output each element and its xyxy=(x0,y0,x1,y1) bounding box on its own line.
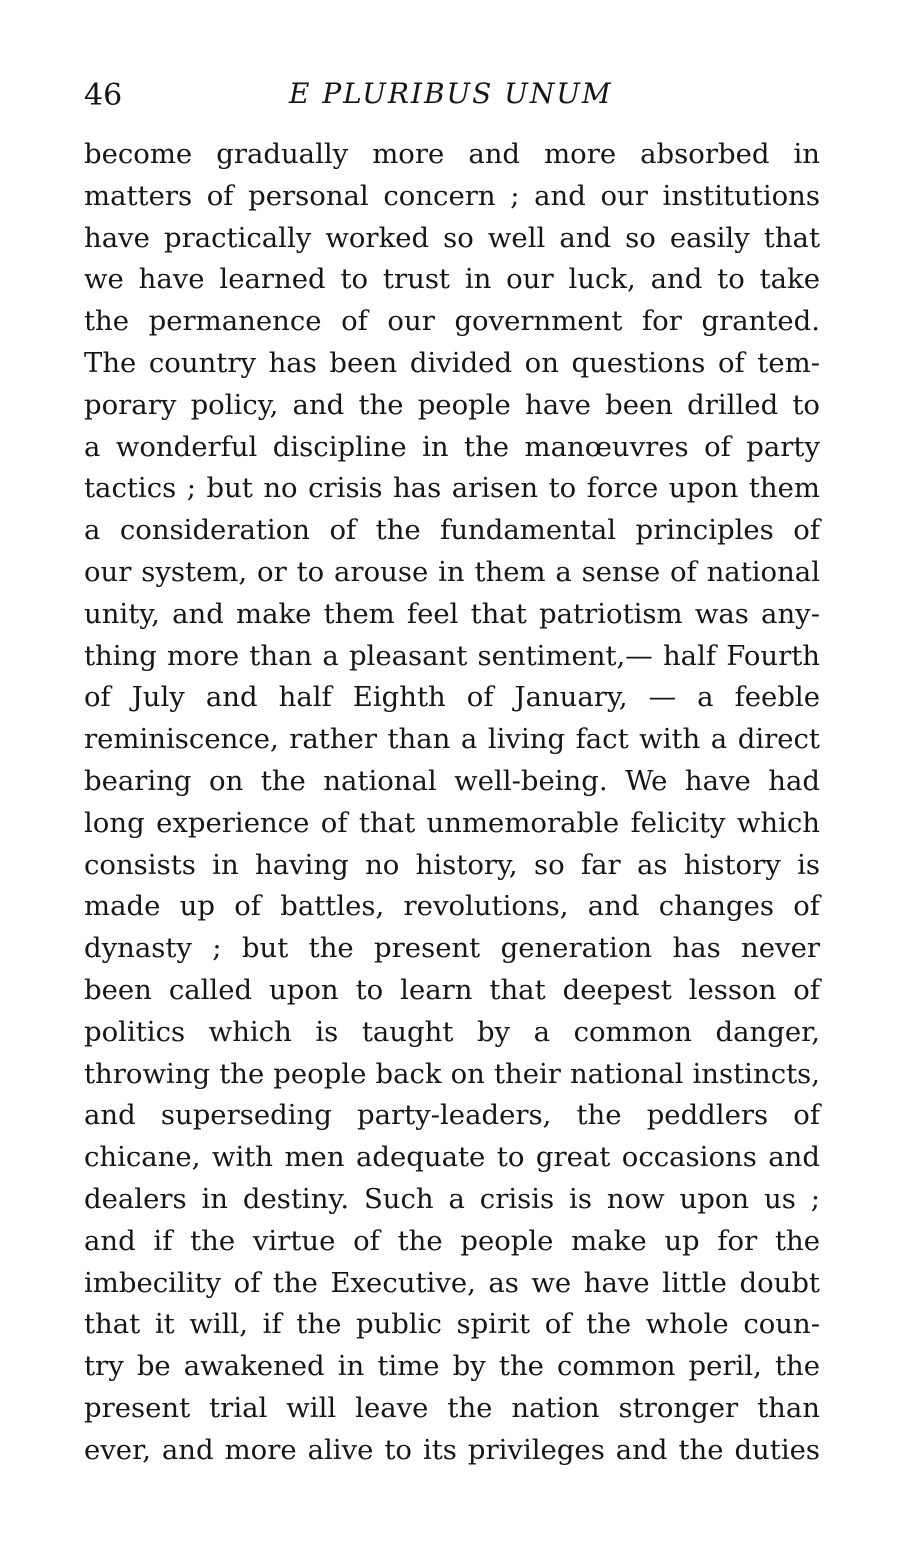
text-line: politics which is taught by a common danger, xyxy=(84,1015,820,1048)
text-line: have practically worked so well and so easily that xyxy=(84,221,820,254)
text-line: ever, and more alive to its privileges and the duties xyxy=(84,1433,820,1466)
running-head xyxy=(84,74,824,118)
text-line: a consideration of the fundamental principles of xyxy=(84,514,820,547)
text-line: of July and half Eighth of January, — a feeble xyxy=(84,681,820,714)
text-line: we have learned to trust in our luck, and to take xyxy=(84,263,820,296)
text-line: try be awakened in time by the common peril, the xyxy=(84,1350,820,1383)
text-line: matters of personal concern ; and our institutions xyxy=(84,179,820,212)
text-line: become gradually more and more absorbed in xyxy=(84,138,820,170)
text-line: dealers in destiny. Such a crisis is now upon us ; xyxy=(84,1182,820,1215)
running-title: E PLURIBUS UNUM xyxy=(289,77,613,110)
text-line: made up of battles, revolutions, and changes of xyxy=(84,890,820,923)
text-line: consists in having no history, so far as history is xyxy=(84,848,820,881)
text-line: and if the virtue of the people make up for the xyxy=(84,1224,820,1257)
text-line: present trial will leave the nation stronger than xyxy=(84,1391,820,1424)
text-line: thing more than a pleasant sentiment,— half Fourth xyxy=(84,639,820,672)
text-line: long experience of that unmemorable felicity which xyxy=(84,806,820,839)
page-number: 46 xyxy=(84,78,123,113)
text-line: the permanence of our government for granted. xyxy=(84,305,820,338)
text-line: porary policy, and the people have been drilled to xyxy=(84,388,820,421)
text-line: been called upon to learn that deepest lesson of xyxy=(84,973,820,1006)
text-line: dynasty ; but the present generation has never xyxy=(84,932,820,965)
text-line: reminiscence, rather than a living fact with a direct xyxy=(84,723,820,756)
text-line: tactics ; but no crisis has arisen to force upon them xyxy=(84,472,820,505)
text-line: and superseding party-leaders, the peddlers of xyxy=(84,1099,820,1132)
text-line: throwing the people back on their national instincts, xyxy=(84,1057,820,1090)
text-line: imbecility of the Executive, as we have little doubt xyxy=(84,1266,820,1299)
text-line: a wonderful discipline in the manœuvres of party xyxy=(84,430,820,463)
text-line: our system, or to arouse in them a sense of national xyxy=(84,555,820,588)
text-line: The country has been divided on questions of tem- xyxy=(84,346,820,379)
text-line: chicane, with men adequate to great occasions and xyxy=(84,1141,820,1174)
body-text xyxy=(84,134,820,1472)
text-line: that it will, if the public spirit of the whole coun- xyxy=(84,1308,820,1341)
text-line: unity, and make them feel that patriotism was any- xyxy=(84,597,820,630)
text-line: bearing on the national well-being. We have had xyxy=(84,764,820,797)
